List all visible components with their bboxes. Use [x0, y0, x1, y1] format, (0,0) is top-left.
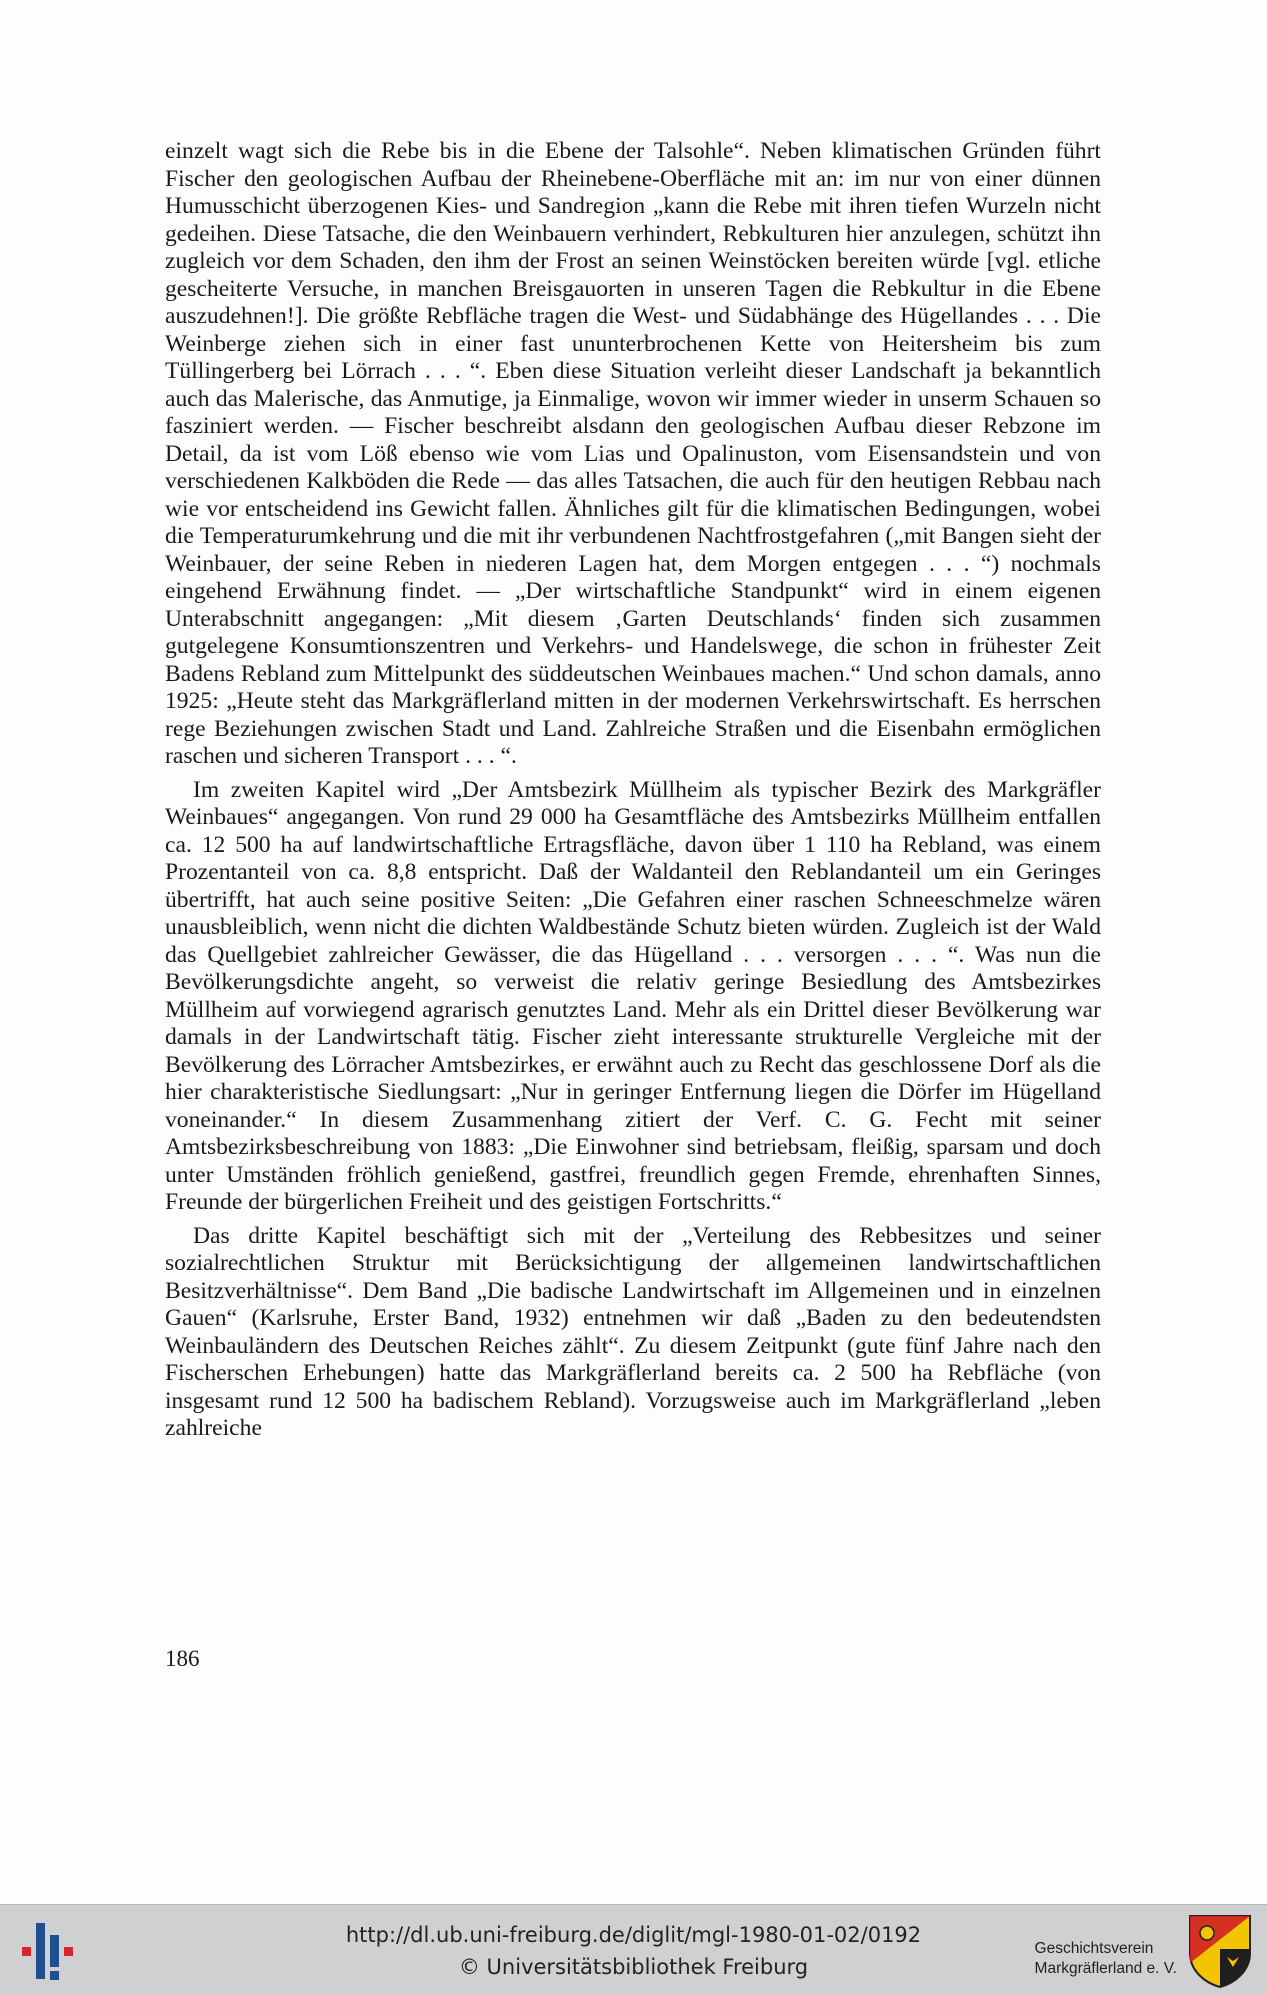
coat-of-arms-icon [1187, 1913, 1253, 1989]
copyright-notice: © Universitätsbibliothek Freiburg [458, 1955, 809, 1979]
organization-name [1035, 1939, 1177, 1979]
viewer-footer [0, 1904, 1267, 1995]
document-url-link[interactable]: http://dl.ub.uni-freiburg.de/diglit/mgl-1980-01-02/0192 [345, 1923, 922, 1947]
body-text [165, 138, 1101, 1443]
paragraph-1: einzelt wagt sich die Rebe bis in die Ebene der Talsohle“. Neben klimatischen Gründen führt Fischer den geologischen Aufbau der Rheinebene-Oberfläche mit an: im nur von einer dünnen Humusschicht überzogenen Kies- und Sandregion „kann die Rebe mit ihren tiefen Wurzeln nicht gedeihen. Diese Tatsache, die den Weinbauern verhindert, Rebkulturen hier anzulegen, schützt ihn zugleich vor dem Schaden, den ihm der Frost an seinen Weinstöcken bereiten würde [vgl. etliche gescheiterte Versuche, in manchen Breisgauorten in unseren Tagen die Rebkultur in die Ebene auszudehnen!]. Die größte Rebfläche tragen die West- und Südabhänge des Hügellandes . . . Die Weinberge ziehen sich in einer fast ununterbrochenen Kette von Heitersheim bis zum Tüllingerberg bei Lörrach . . . “. Eben diese Situation verleiht dieser Landschaft ja bekanntlich auch das Malerische, das Anmutige, ja Einmalige, wovon wir immer wieder in unserm Schauen so fasziniert werden. — Fischer beschreibt alsdann den geologischen Aufbau dieser Rebzone im Detail, da ist vom Löß ebenso wie vom Lias und Opalinuston, vom Eisensandstein und von verschiedenen Kalkböden die Rede — das alles Tatsachen, die auch für den heutigen Rebbau nach wie vor entscheidend ins Gewicht fallen. Ähnliches gilt für die klimatischen Bedingungen, wobei die Temperaturumkehrung und die mit ihr verbundenen Nachtfrostgefahren („mit Bangen sieht der Weinbauer, der seine Reben in niederen Lagen hat, dem Morgen entgegen . . . “) nochmals eingehend Erwähnung findet. — „Der wirtschaftliche Standpunkt“ wird in einem eigenen Unterabschnitt angegangen: „Mit diesem ‚Garten Deutschlands‘ finden sich zusammen gutgelegene Konsumtionszentren und Verkehrs- und Handelswege, die schon in frühester Zeit Badens Rebland zum Mittelpunkt des süddeutschen Weinbaues machen.“ Und schon damals, anno 1925: „Heute steht das Markgräflerland mitten in der modernen Verkehrswirtschaft. Es herrschen rege Beziehungen zwischen Stadt und Land. Zahlreiche Straßen und die Eisenbahn ermöglichen raschen und sicheren Transport . . . “. [165, 138, 1101, 769]
paragraph-3: Das dritte Kapitel beschäftigt sich mit der „Verteilung des Rebbesitzes und seiner sozialrechtlichen Struktur mit Berücksichtigung der allgemeinen landwirtschaftlichen Besitzverhältnisse“. Dem Band „Die badische Landwirtschaft im Allgemeinen und in einzelnen Gauen“ (Karlsruhe, Erster Band, 1932) entnehmen wir daß „Baden zu den bedeutendsten Weinbauländern des Deutschen Reiches zählt“. Zu diesem Zeitpunkt (gute fünf Jahre nach den Fischerschen Erhebungen) hatte das Markgräflerland bereits ca. 2 500 ha Rebfläche (von insgesamt rund 12 500 ha badischem Rebland). Vorzugsweise auch im Markgräflerland „leben zahlreiche [165, 1222, 1101, 1441]
paragraph-2: Im zweiten Kapitel wird „Der Amtsbezirk Müllheim als typischer Bezirk des Markgräfler Weinbaues“ angegangen. Von rund 29 000 ha Gesamtfläche des Amtsbezirks Müllheim entfallen ca. 12 500 ha auf landwirtschaftliche Ertragsfläche, davon über 1 110 ha Rebland, was einem Prozentanteil von ca. 8,8 entspricht. Daß der Waldanteil den Reblandanteil um ein Geringes übertrifft, hat auch seine positive Seiten: „Die Gefahren einer raschen Schneeschmelze wären unausbleiblich, wenn nicht die dichten Waldbestände Schutz bieten würden. Zugleich ist der Wald das Quellgebiet zahlreicher Gewässer, die das Hügelland . . . versorgen . . . “. Was nun die Bevölkerungsdichte angeht, so verweist die relativ geringe Besiedlung des Amtsbezirkes Müllheim auf vorwiegend agrarisch genutztes Land. Mehr als ein Drittel dieser Bevölkerung war damals in der Landwirtschaft tätig. Fischer zieht interessante strukturelle Vergleiche mit der Bevölkerung des Lörracher Amtsbezirkes, er erwähnt auch zu Recht das geschlossene Dorf als die hier charakteristische Siedlungsart: „Nur in geringer Entfernung liegen die Dörfer im Hügelland voneinander.“ In diesem Zusammenhang zitiert der Verf. C. G. Fecht mit seiner Amtsbezirksbeschreibung von 1883: „Die Einwohner sind betriebsam, fleißig, sparsam und doch unter Umständen fröhlich genießend, gastfrei, freundlich gegen Fremde, ehrenhaften Sinnes, Freunde der bürgerlichen Freiheit und des geistigen Fortschritts.“ [165, 776, 1101, 1215]
organization-name-line-2: Markgräflerland e. V. [1034, 1960, 1177, 1977]
page-number: 186 [165, 1646, 200, 1671]
organization-name-line-1: Geschichtsverein [1034, 1940, 1154, 1957]
